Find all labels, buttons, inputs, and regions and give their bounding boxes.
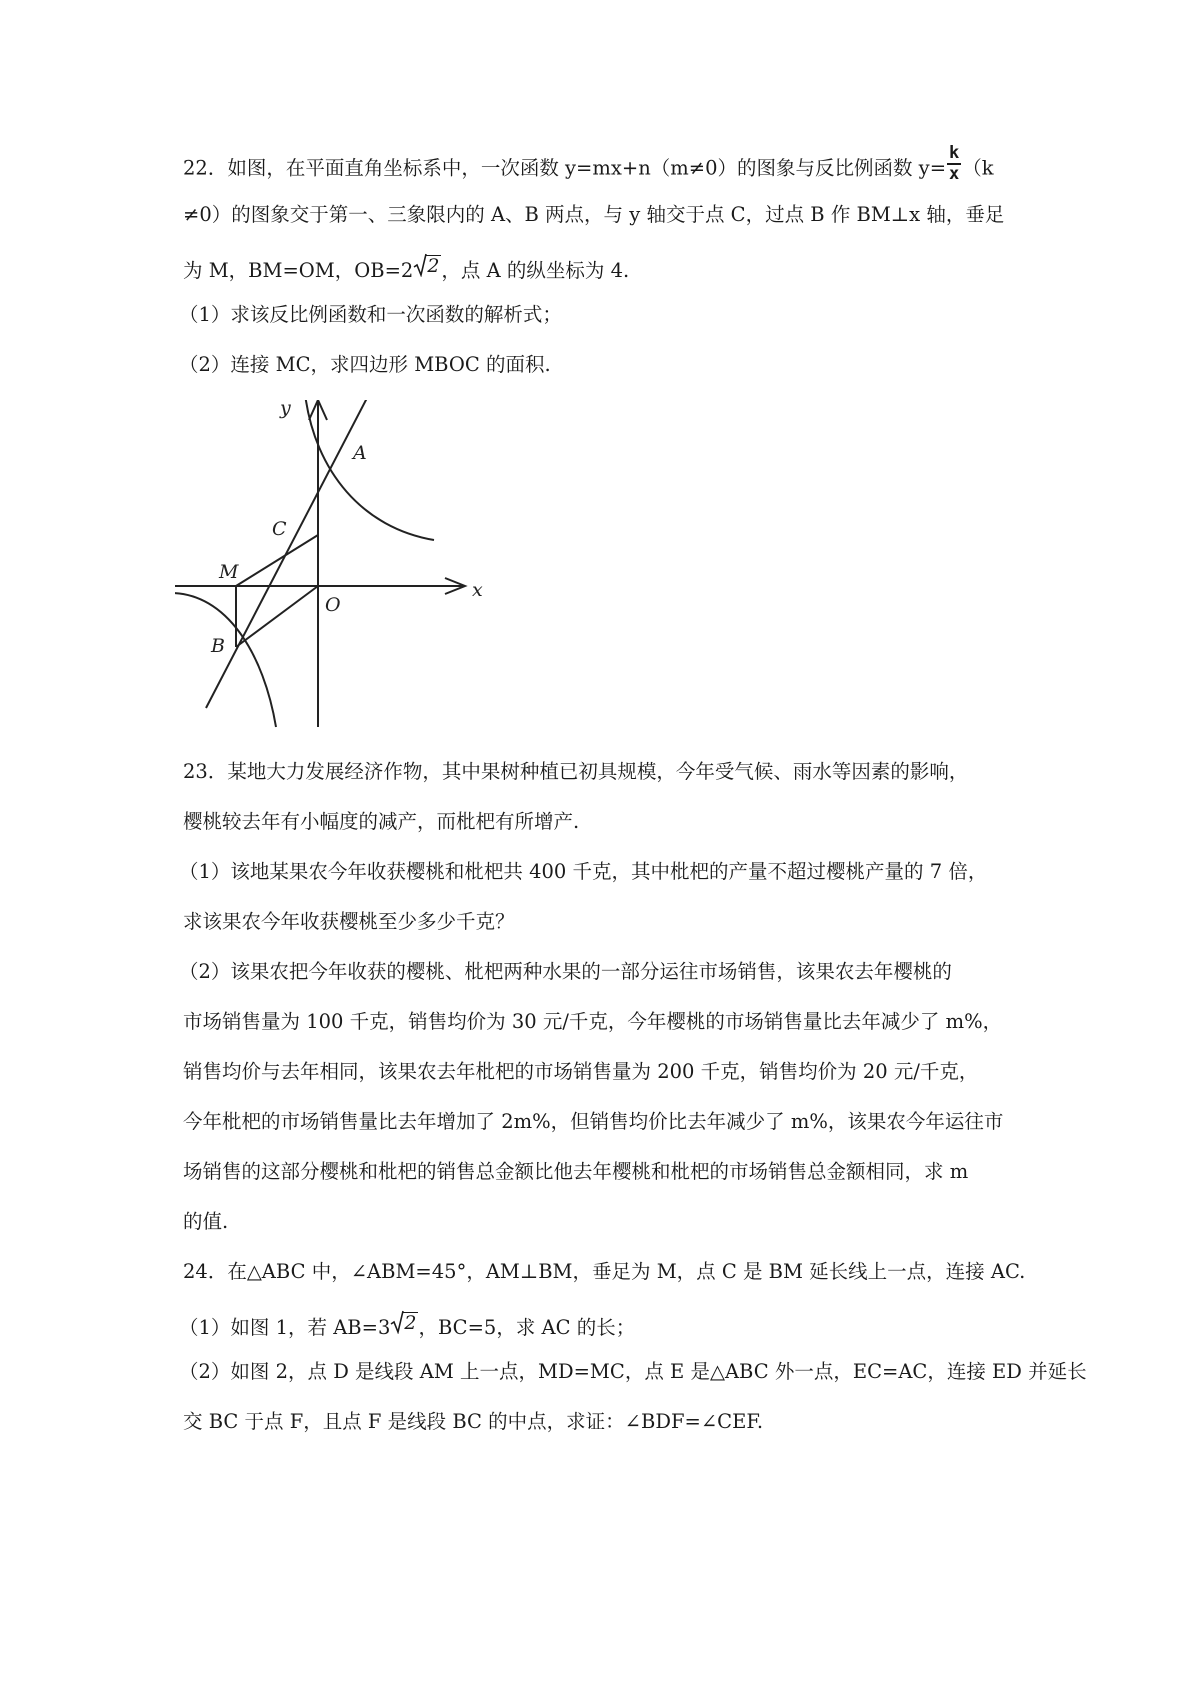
q23-part-2-line-3: 销售均价与去年相同，该果农去年枇杷的市场销售量为 200 千克，销售均价为 20 元/千克， [183,1060,979,1083]
label-o: O [325,594,341,616]
sqrt-symbol [413,253,441,277]
segment-mc [236,535,318,586]
label-b: B [211,635,225,657]
fraction-denominator: x [949,164,960,184]
q22-part-1: （1）求该反比例函数和一次函数的解析式； [179,303,562,326]
q22-text-3a: 为 M，BM=OM，OB=2 [183,259,414,282]
label-x: x [472,579,483,601]
q23-part-2-line-2: 市场销售量为 100 千克，销售均价为 30 元/千克，今年樱桃的市场销售量比去年减少了 m%， [183,1010,1003,1033]
label-a: A [353,442,367,464]
q24-text-1a: （1）如图 1，若 AB=3 [179,1316,391,1339]
label-y: y [280,400,291,419]
q24-part-1 [179,1310,635,1340]
q23-line-1: 23．某地大力发展经济作物，其中果树种植已初具规模，今年受气候、雨水等因素的影响， [183,760,969,783]
q22-text-1b: （k [962,156,994,180]
sqrt-symbol [390,1310,418,1334]
q22-text-3b: ，点 A 的纵坐标为 4. [441,259,630,282]
q23-part-2-line-5: 场销售的这部分樱桃和枇杷的销售总金额比他去年樱桃和枇杷的市场销售总金额相同，求 m [183,1160,969,1183]
label-c: C [272,518,287,540]
k-over-x-fraction [947,144,961,184]
coordinate-figure [175,400,515,730]
q22-text-1a: 22．如图，在平面直角坐标系中，一次函数 y=mx+n（m≠0）的图象与反比例函数 y= [183,156,947,180]
q22-part-2: （2）连接 MC，求四边形 MBOC 的面积. [179,353,551,376]
q24-part-2-line-1: （2）如图 2，点 D 是线段 AM 上一点，MD=MC，点 E 是△ABC 外一点，EC=AC，连接 ED 并延长 [179,1360,1087,1383]
label-m: M [219,561,239,583]
q23-line-2: 樱桃较去年有小幅度的减产，而枇杷有所增产. [183,810,580,833]
hyperbola-branch-3 [175,593,276,727]
fraction-numerator: k [949,143,960,163]
q24-line-1: 24．在△ABC 中，∠ABM=45°，AM⊥BM，垂足为 M，点 C 是 BM 延长线上一点，连接 AC. [183,1260,1026,1283]
radicand: 2 [404,1312,417,1334]
q23-part-1-line-2: 求该果农今年收获樱桃至少多少千克？ [183,910,515,933]
segment-ob [236,586,318,647]
q22-line-3 [183,253,629,283]
q23-part-1-line-1: （1）该地某果农今年收获樱桃和枇杷共 400 千克，其中枇杷的产量不超过樱桃产量的 7 倍， [179,860,988,883]
q23-part-2-line-6: 的值. [183,1210,229,1233]
q24-part-2-line-2: 交 BC 于点 F，且点 F 是线段 BC 的中点，求证：∠BDF=∠CEF. [183,1410,764,1433]
q23-part-2-line-1: （2）该果农把今年收获的樱桃、枇杷两种水果的一部分运往市场销售，该果农去年樱桃的 [179,960,952,983]
hyperbola-branch-1 [305,400,434,540]
q22-line-2: ≠0）的图象交于第一、三象限内的 A、B 两点，与 y 轴交于点 C，过点 B 作 BM⊥x 轴，垂足 [183,203,1005,226]
q23-part-2-line-4: 今年枇杷的市场销售量比去年增加了 2m%，但销售均价比去年减少了 m%，该果农今年运往市 [183,1110,1004,1133]
radicand: 2 [427,255,440,277]
q22-line-1 [183,143,994,184]
q24-text-1b: ，BC=5，求 AC 的长； [418,1316,636,1339]
